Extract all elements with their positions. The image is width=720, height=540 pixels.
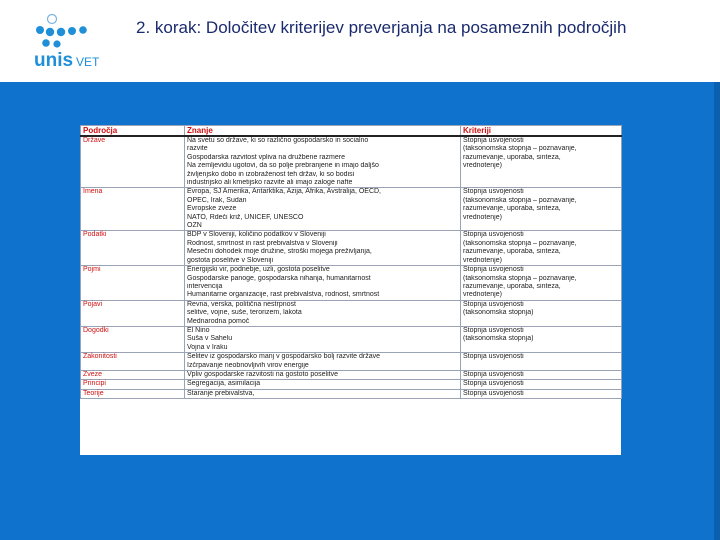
criteria-line: Stopnja usvojenosti xyxy=(463,300,524,308)
knowledge-line: Rodnost, smrtnost in rast prebivalstva v Sloveniji xyxy=(187,239,338,247)
cell-area: Teorije xyxy=(81,389,185,398)
slide-edge xyxy=(714,82,720,540)
knowledge-line: Vpliv gospodarske razvitosti na gostoto poselitve xyxy=(187,370,338,378)
criteria-line: Stopnja usvojenosti xyxy=(463,266,524,274)
cell-criteria xyxy=(461,231,622,266)
criteria-line: Stopnja usvojenosti xyxy=(463,137,524,144)
cell-knowledge xyxy=(185,326,461,352)
cell-knowledge xyxy=(185,188,461,231)
knowledge-line: razvite xyxy=(187,145,208,153)
logo-dot xyxy=(53,40,60,47)
header-criteria: Kriteriji xyxy=(461,126,622,137)
table-row xyxy=(81,353,622,371)
cell-knowledge xyxy=(185,300,461,326)
knowledge-line: intervencija xyxy=(187,282,223,290)
cell-criteria xyxy=(461,353,622,371)
criteria-line: (taksonomska stopnja – poznavanje, xyxy=(463,239,577,247)
cell-criteria xyxy=(461,380,622,389)
cell-knowledge xyxy=(185,266,461,301)
slide-header xyxy=(0,0,720,82)
table-row xyxy=(81,188,622,231)
knowledge-line: Na zemljevidu ugotovi, da so polje prebranjene in imajo daljšo xyxy=(187,162,379,170)
cell-criteria xyxy=(461,326,622,352)
criteria-line: Stopnja usvojenosti xyxy=(463,380,524,388)
knowledge-line: življenjsko dobo in izobraženost teh držav, ki so bodisi xyxy=(187,170,355,178)
table-body xyxy=(81,136,622,399)
cell-criteria xyxy=(461,188,622,231)
cell-knowledge xyxy=(185,380,461,389)
criteria-line: Stopnja usvojenosti xyxy=(463,188,524,196)
criteria-line: (taksonomska stopnja) xyxy=(463,335,534,343)
knowledge-line: Staranje prebivalstva, xyxy=(187,389,255,397)
logo-dot xyxy=(42,39,50,47)
knowledge-line: Revna, verska, politična nestrpnost xyxy=(187,300,296,308)
criteria-line: Stopnja usvojenosti xyxy=(463,389,524,397)
criteria-line: razumevanje, uporaba, sinteza, xyxy=(463,282,561,290)
cell-area: Države xyxy=(81,136,185,188)
cell-area: Zveze xyxy=(81,370,185,379)
criteria-line: (taksonomska stopnja – poznavanje, xyxy=(463,196,577,204)
cell-knowledge xyxy=(185,370,461,379)
criteria-line: (taksonomska stopnja – poznavanje, xyxy=(463,274,577,282)
table-row xyxy=(81,136,622,188)
knowledge-line: Evropske zveze xyxy=(187,205,237,213)
cell-knowledge xyxy=(185,231,461,266)
knowledge-line: Mesečni dohodek moje družine, stroški mojega preživljanja, xyxy=(187,248,372,256)
criteria-table-container xyxy=(80,125,621,455)
cell-knowledge xyxy=(185,353,461,371)
table-row xyxy=(81,300,622,326)
knowledge-line: NATO, Rdeči križ, UNICEF, UNESCO xyxy=(187,213,304,221)
knowledge-line: industrijsko ali kmetijsko razvite ali imajo zaloge nafte xyxy=(187,179,353,187)
criteria-line: Stopnja usvojenosti xyxy=(463,326,524,334)
knowledge-line: OZN xyxy=(187,222,202,230)
knowledge-line: Gospodarske panoge, gospodarska nihanja, humanitarnost xyxy=(187,274,371,282)
knowledge-line: Energijski vir, podnebje, uzli, gostota poselitve xyxy=(187,266,330,274)
cell-area: Zakonitosti xyxy=(81,353,185,371)
knowledge-line: El Nino xyxy=(187,326,210,334)
knowledge-line: Mednarodna pomoč xyxy=(187,317,250,325)
cell-criteria xyxy=(461,266,622,301)
table-row xyxy=(81,370,622,379)
cell-area: Imena xyxy=(81,188,185,231)
logo-dot xyxy=(68,27,76,35)
knowledge-line: Segregacija, asimilacija xyxy=(187,380,261,388)
criteria-table xyxy=(80,125,622,399)
criteria-line: (taksonomska stopnja) xyxy=(463,309,534,317)
logo-dot xyxy=(57,28,65,36)
criteria-line: razumevanje, uporaba, sinteza, xyxy=(463,205,561,213)
cell-knowledge xyxy=(185,389,461,398)
knowledge-line: Izčrpavanje neobnovljivih virov energije xyxy=(187,361,309,369)
criteria-line: razumevanje, uporaba, sinteza, xyxy=(463,153,561,161)
criteria-line: Stopnja usvojenosti xyxy=(463,231,524,239)
criteria-line: vrednotenje) xyxy=(463,256,502,264)
cell-area: Principi xyxy=(81,380,185,389)
knowledge-line: gostota poselitve v Sloveniji xyxy=(187,256,273,264)
cell-area: Dogodki xyxy=(81,326,185,352)
unisvet-logo xyxy=(30,10,110,72)
logo-dot xyxy=(48,15,57,24)
cell-area: Pojavi xyxy=(81,300,185,326)
criteria-line: (taksonomska stopnja – poznavanje, xyxy=(463,145,577,153)
logo-dot xyxy=(36,26,44,34)
table-row xyxy=(81,380,622,389)
logo-dot xyxy=(46,28,54,36)
slide-title: 2. korak: Določitev kriterijev preverjanja na posameznih področjih xyxy=(136,18,627,37)
knowledge-line: Gospodarska razvitost vpliva na družbene razmere xyxy=(187,153,345,161)
header-knowledge: Znanje xyxy=(185,126,461,137)
cell-criteria xyxy=(461,370,622,379)
knowledge-line: Selitev iz gospodarsko manj v gospodarsko bolj razvite države xyxy=(187,353,380,361)
knowledge-line: Na svetu so države, ki so različno gospodarsko in socialno xyxy=(187,137,369,144)
table-header-row xyxy=(81,126,622,137)
cell-area: Pojmi xyxy=(81,266,185,301)
criteria-line: vrednotenje) xyxy=(463,291,502,299)
logo-text-main: unis xyxy=(34,50,74,71)
knowledge-line: Suša v Sahelu xyxy=(187,335,233,343)
knowledge-line: OPEC, Irak, Sudan xyxy=(187,196,247,204)
logo-text-suffix: VET xyxy=(76,55,100,69)
cell-criteria xyxy=(461,300,622,326)
cell-criteria xyxy=(461,136,622,188)
criteria-line: Stopnja usvojenosti xyxy=(463,353,524,361)
knowledge-line: Vojna v Iraku xyxy=(187,343,228,351)
criteria-line: vrednotenje) xyxy=(463,162,502,170)
cell-area: Podatki xyxy=(81,231,185,266)
criteria-line: Stopnja usvojenosti xyxy=(463,370,524,378)
knowledge-line: BDP v Sloveniji, količino podatkov v Sloveniji xyxy=(187,231,326,239)
knowledge-line: selitve, vojne, suše, terorizem, lakota xyxy=(187,309,302,317)
table-row xyxy=(81,389,622,398)
criteria-line: razumevanje, uporaba, sinteza, xyxy=(463,248,561,256)
logo-dot xyxy=(79,26,87,34)
table-row xyxy=(81,326,622,352)
criteria-line: vrednotenje) xyxy=(463,213,502,221)
table-row xyxy=(81,266,622,301)
cell-knowledge xyxy=(185,136,461,188)
header-areas: Področja xyxy=(81,126,185,137)
knowledge-line: Humanitarne organizacije, rast prebivalstva, rodnost, smrtnost xyxy=(187,291,380,299)
knowledge-line: Evropa, SJ Amerika, Antarktika, Azija, Afrika, Avstralija, OECD, xyxy=(187,188,382,196)
table-row xyxy=(81,231,622,266)
cell-criteria xyxy=(461,389,622,398)
